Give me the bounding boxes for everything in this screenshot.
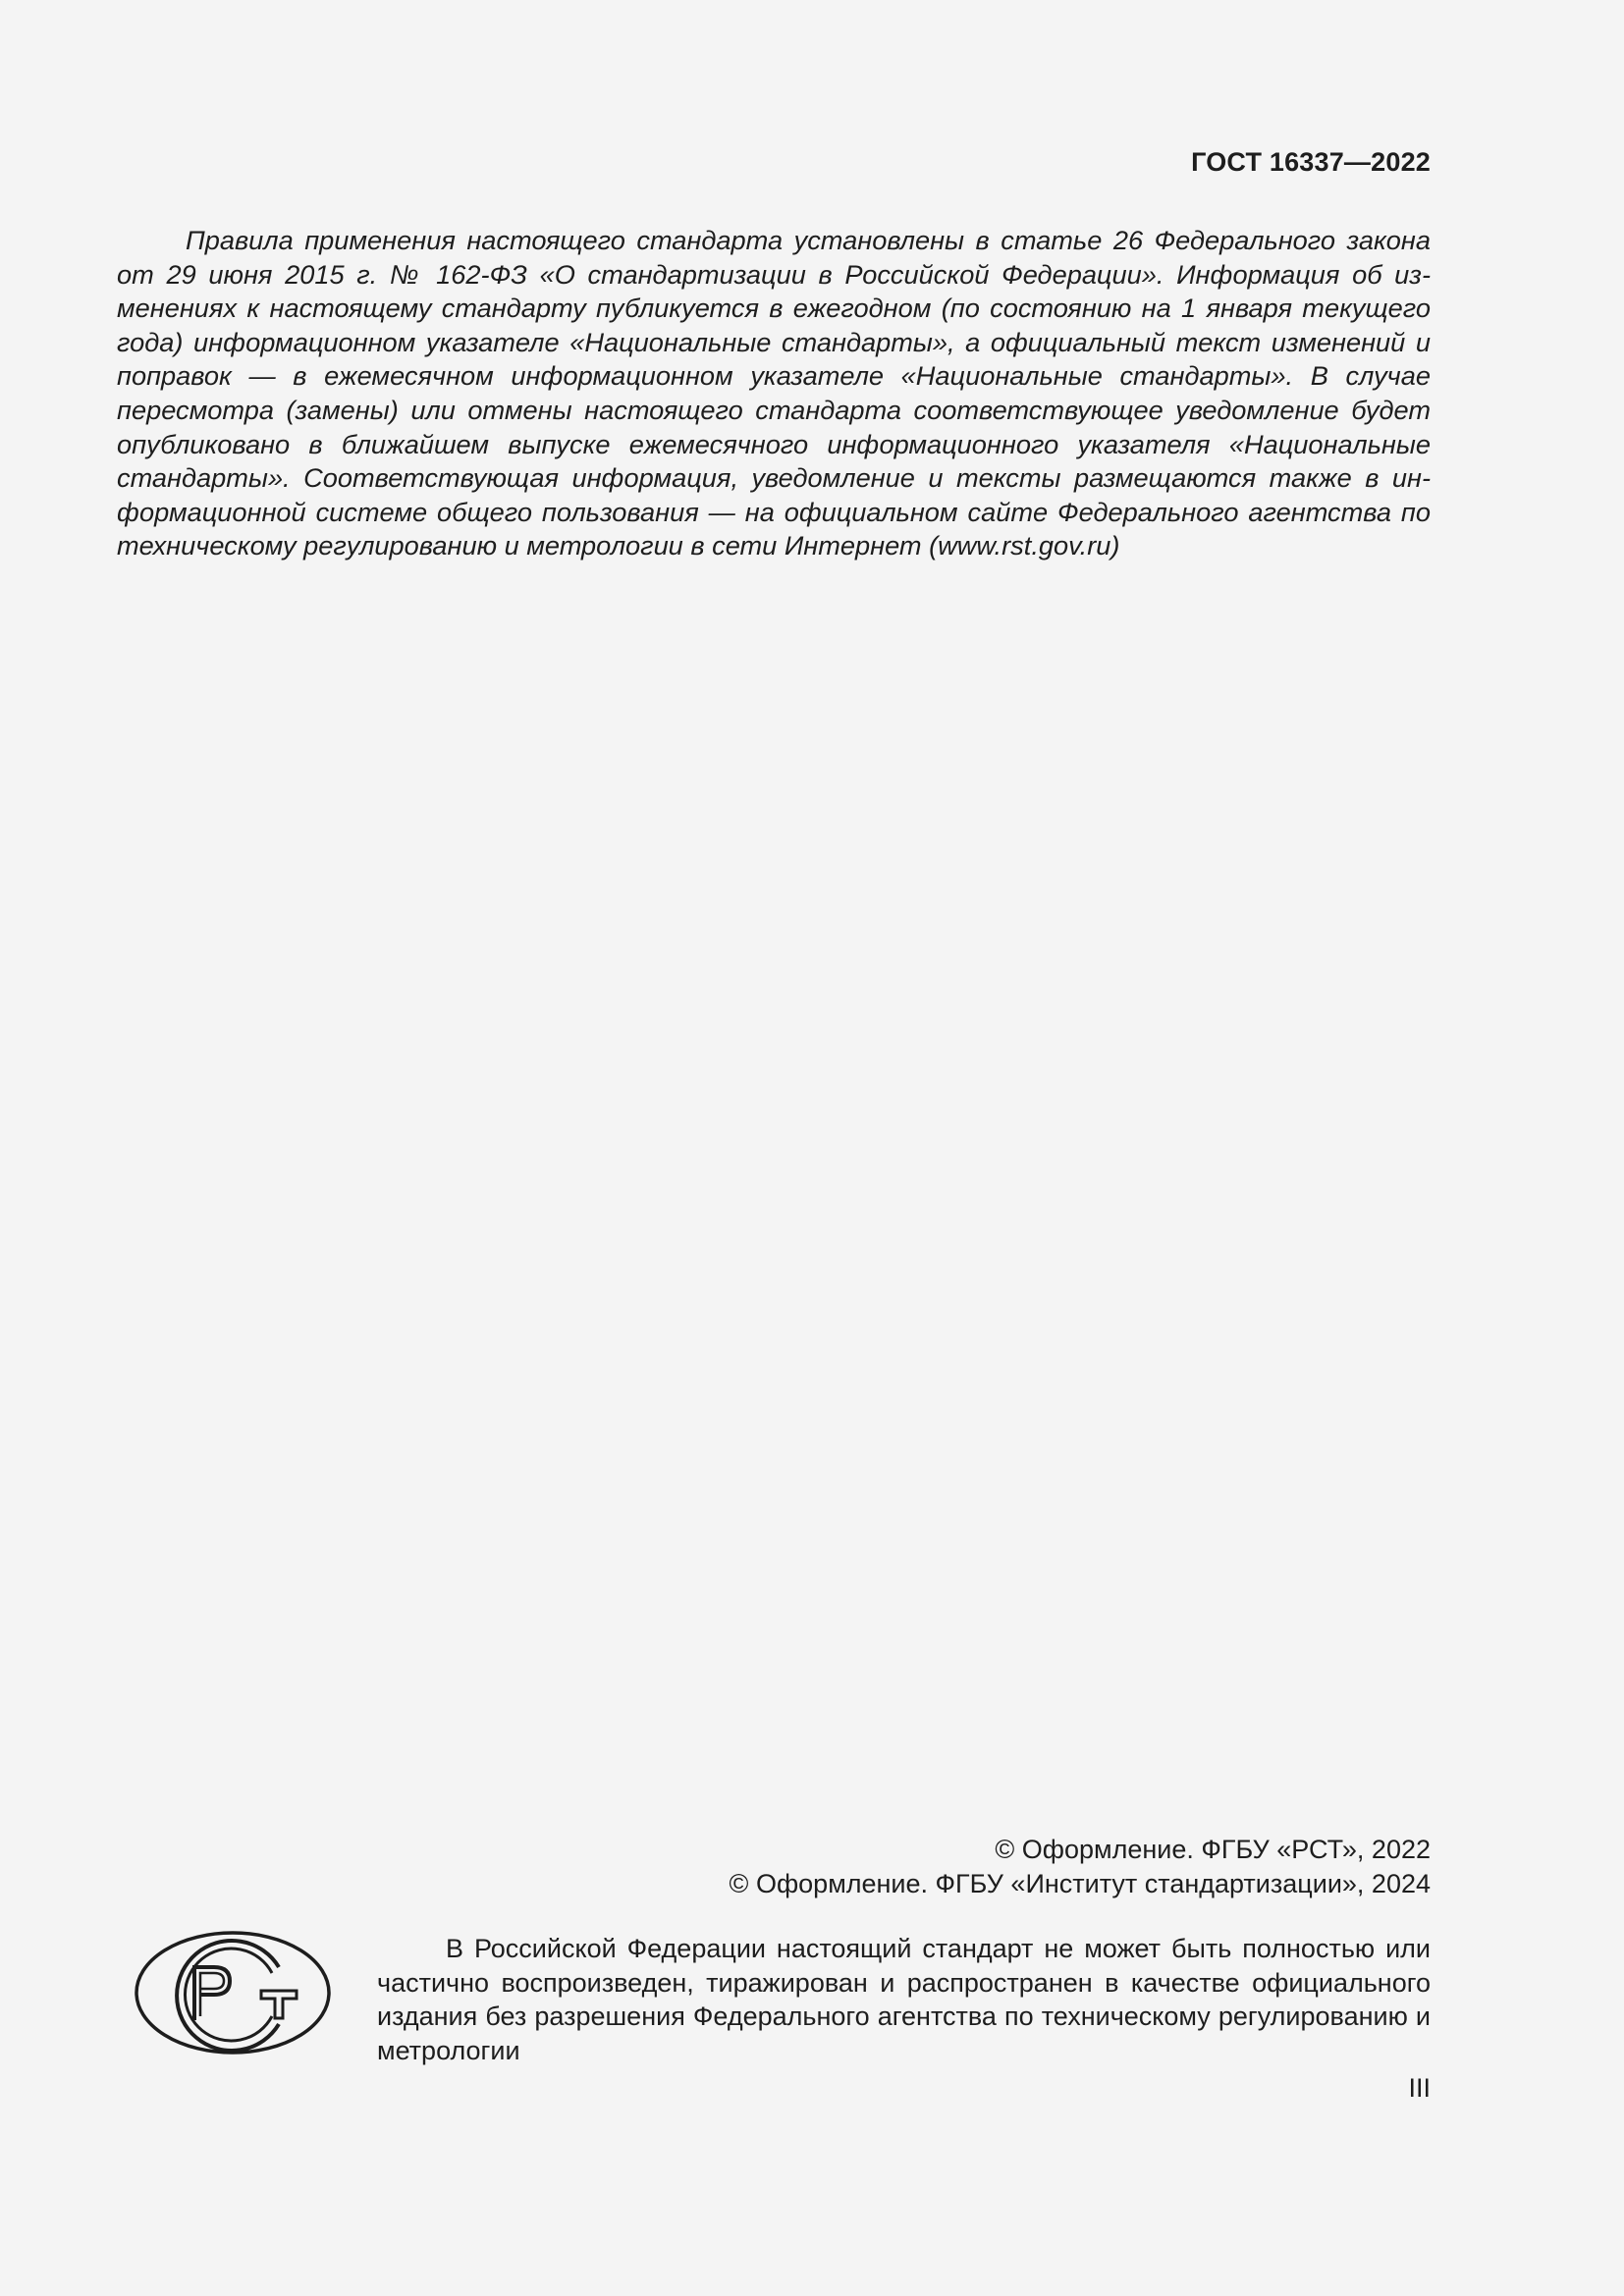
reproduction-notice: В Российской Федерации настоящий стандарт не может быть полностью или частично воспроизведен, тиражирован и распространен в качестве официального издания без разрешения Федерального агентства по техническому регулированию и метрологии: [377, 1934, 1431, 2065]
copyright-line-institute: © Оформление. ФГБУ «Институт стандартизации», 2024: [729, 1868, 1431, 1898]
rules-paragraph: Правила применения настоящего стандарта установлены в статье 26 Федерального закона от 29 июня 2015 г. № 162-ФЗ «О стандартизации в Российской Федерации». Информация об изменениях к настоящему стандарту публикуется в ежегодном (по состоянию на 1 января текущего года) информационном указателе «Национальные стандарты», а официальный текст изменений и поправок — в ежемесячном информационном указателе «Национальные стандарты». В случае пересмотра (замены) или отмены настоящего стандарта соответствующее уведомление будет опубликовано в ближайшем выпуске ежемесячного информационного указателя «Национальные стандарты». Соответствующая информация, уведомление и тексты размещаются также в информационной системе общего пользования — на официальном сайте Федерального агентства по техническому регулированию и метрологии в сети Интернет (www.rst.gov.ru): [117, 225, 1431, 561]
page-number: III: [1408, 2073, 1431, 2103]
copyright-block: [730, 1833, 1431, 1900]
rst-logo-icon: [134, 1930, 332, 2056]
copyright-line-rst: © Оформление. ФГБУ «РСТ», 2022: [995, 1835, 1431, 1864]
document-code: ГОСТ 16337—2022: [1191, 147, 1431, 177]
